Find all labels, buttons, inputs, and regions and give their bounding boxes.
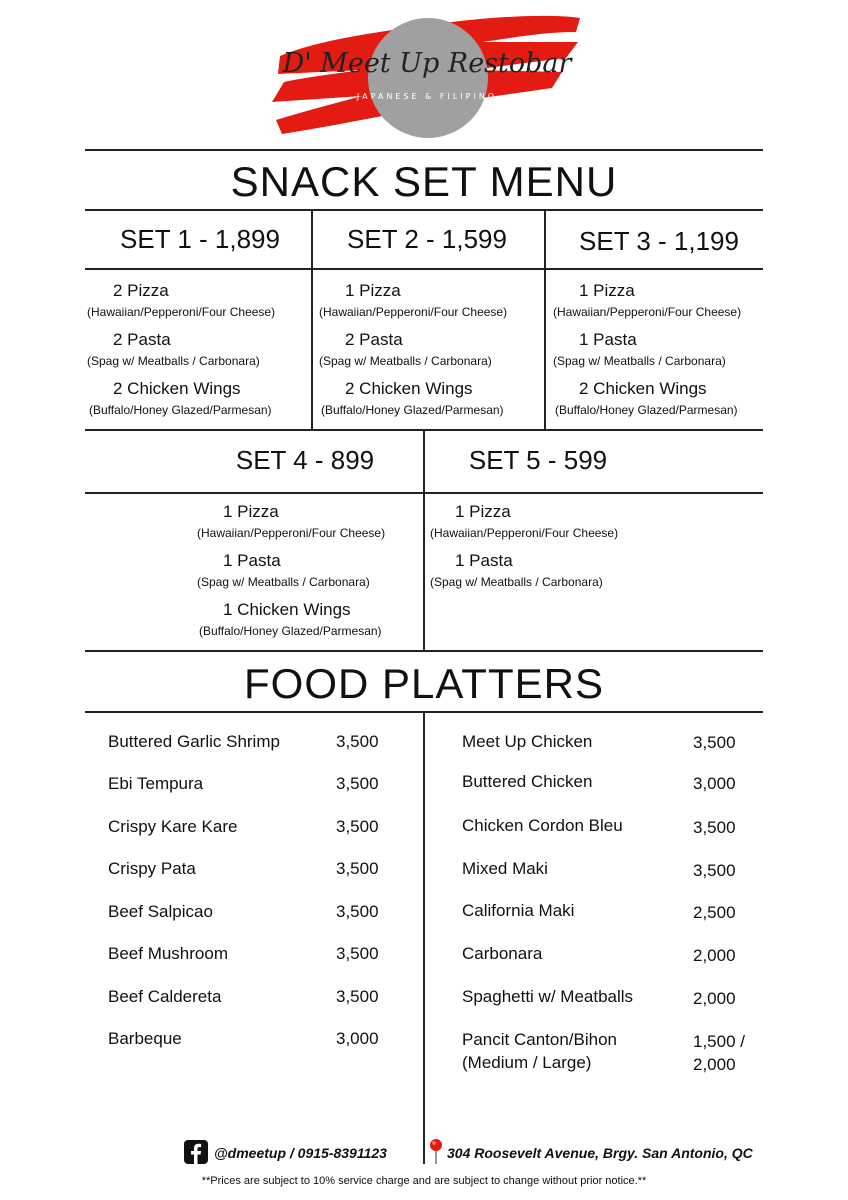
platter-left-price: 3,000 (336, 1029, 379, 1048)
platter-right-name: Meet Up Chicken (462, 732, 593, 751)
set-1-item-2: 2 Pasta (113, 330, 171, 349)
set-1-item-3: 2 Chicken Wings (113, 379, 241, 398)
platter-right-name-line2: (Medium / Large) (462, 1053, 592, 1072)
platter-left-price: 3,500 (336, 774, 379, 793)
platter-right-name: Carbonara (462, 944, 543, 963)
platter-right-name: Spaghetti w/ Meatballs (462, 987, 634, 1006)
platter-left-price: 3,500 (336, 944, 379, 963)
platter-right-price: 1,500 / (693, 1032, 745, 1051)
platter-left-name: Buttered Garlic Shrimp (108, 732, 280, 751)
platter-left-price: 3,500 (336, 902, 379, 921)
set-3-title: SET 3 - 1,199 (579, 226, 739, 256)
set-3-item-2-detail: (Spag w/ Meatballs / Carbonara) (553, 354, 726, 368)
price-note: **Prices are subject to 10% service charge and are subject to change without prior notice.** (201, 1175, 647, 1187)
facebook-icon[interactable] (184, 1140, 208, 1164)
set-2-item-1: 1 Pizza (345, 281, 401, 300)
platter-left-name: Crispy Kare Kare (108, 817, 238, 836)
snack-heading: SNACK SET MENU (230, 158, 618, 205)
set-1-item-2-detail: (Spag w/ Meatballs / Carbonara) (87, 354, 260, 368)
set-4-item-1-detail: (Hawaiian/Pepperoni/Four Cheese) (197, 526, 386, 540)
set-5-title: SET 5 - 599 (468, 445, 608, 475)
set-3-item-1-detail: (Hawaiian/Pepperoni/Four Cheese) (553, 305, 742, 319)
platter-left-price: 3,500 (336, 817, 379, 836)
set-4-title: SET 4 - 899 (235, 445, 375, 475)
set-2-item-2-detail: (Spag w/ Meatballs / Carbonara) (319, 354, 492, 368)
logo (262, 8, 592, 143)
set-4-item-1: 1 Pizza (223, 502, 279, 521)
set-1-item-1: 2 Pizza (113, 281, 169, 300)
set-1-item-3-detail: (Buffalo/Honey Glazed/Parmesan) (89, 403, 272, 417)
platter-right-price: 3,500 (693, 861, 736, 880)
set-5-item-2: 1 Pasta (455, 551, 513, 570)
platter-right-name: California Maki (462, 901, 575, 920)
set-2-item-3-detail: (Buffalo/Honey Glazed/Parmesan) (321, 403, 504, 417)
platter-right-name: Buttered Chicken (462, 772, 593, 791)
platter-left-price: 3,500 (336, 859, 379, 878)
set-3-item-3-detail: (Buffalo/Honey Glazed/Parmesan) (555, 403, 738, 417)
platter-right-price: 2,500 (693, 903, 736, 922)
set-2-item-1-detail: (Hawaiian/Pepperoni/Four Cheese) (319, 305, 508, 319)
platter-left-name: Crispy Pata (108, 859, 196, 878)
platter-right-price: 3,500 (693, 818, 736, 837)
set-5-item-1-detail: (Hawaiian/Pepperoni/Four Cheese) (430, 526, 619, 540)
platter-left-price: 3,500 (336, 732, 379, 751)
platter-right-name: Chicken Cordon Bleu (462, 816, 623, 835)
platter-right-price-line2: 2,000 (693, 1055, 736, 1074)
brand-tagline: JAPANESE & FILIPINO (356, 92, 498, 101)
set-3-item-2: 1 Pasta (579, 330, 637, 349)
set-5-item-2-detail: (Spag w/ Meatballs / Carbonara) (430, 575, 603, 589)
set-1-item-1-detail: (Hawaiian/Pepperoni/Four Cheese) (87, 305, 276, 319)
platter-left-name: Barbeque (108, 1029, 182, 1048)
platter-left-name: Ebi Tempura (108, 774, 204, 793)
set-3-item-3: 2 Chicken Wings (579, 379, 707, 398)
set-4-item-2: 1 Pasta (223, 551, 281, 570)
platter-left-name: Beef Caldereta (108, 987, 222, 1006)
platter-right-price: 2,000 (693, 989, 736, 1008)
set-4-item-3: 1 Chicken Wings (223, 600, 351, 619)
platter-left-name: Beef Mushroom (108, 944, 228, 963)
platter-left-name: Beef Salpicao (108, 902, 213, 921)
set-2-title: SET 2 - 1,599 (347, 224, 507, 254)
platter-left-price: 3,500 (336, 987, 379, 1006)
platter-right-price: 3,500 (693, 733, 736, 752)
platter-right-price: 2,000 (693, 946, 736, 965)
map-pin-icon (428, 1138, 444, 1164)
platter-right-name: Mixed Maki (462, 859, 548, 878)
platter-right-price: 3,000 (693, 774, 736, 793)
set-3-item-1: 1 Pizza (579, 281, 635, 300)
platters-heading: FOOD PLATTERS (244, 660, 604, 707)
set-5-item-1: 1 Pizza (455, 502, 511, 521)
set-4-item-3-detail: (Buffalo/Honey Glazed/Parmesan) (199, 624, 382, 638)
platter-right-name: Pancit Canton/Bihon (462, 1030, 617, 1049)
set-2-item-2: 2 Pasta (345, 330, 403, 349)
contact-info: @dmeetup / 0915-8391123 (214, 1145, 387, 1161)
address: 304 Roosevelt Avenue, Brgy. San Antonio, QC (447, 1145, 753, 1161)
set-2-item-3: 2 Chicken Wings (345, 379, 473, 398)
set-4-item-2-detail: (Spag w/ Meatballs / Carbonara) (197, 575, 370, 589)
set-1-title: SET 1 - 1,899 (120, 224, 280, 254)
brand-name: D' Meet Up Restobar (282, 48, 572, 79)
